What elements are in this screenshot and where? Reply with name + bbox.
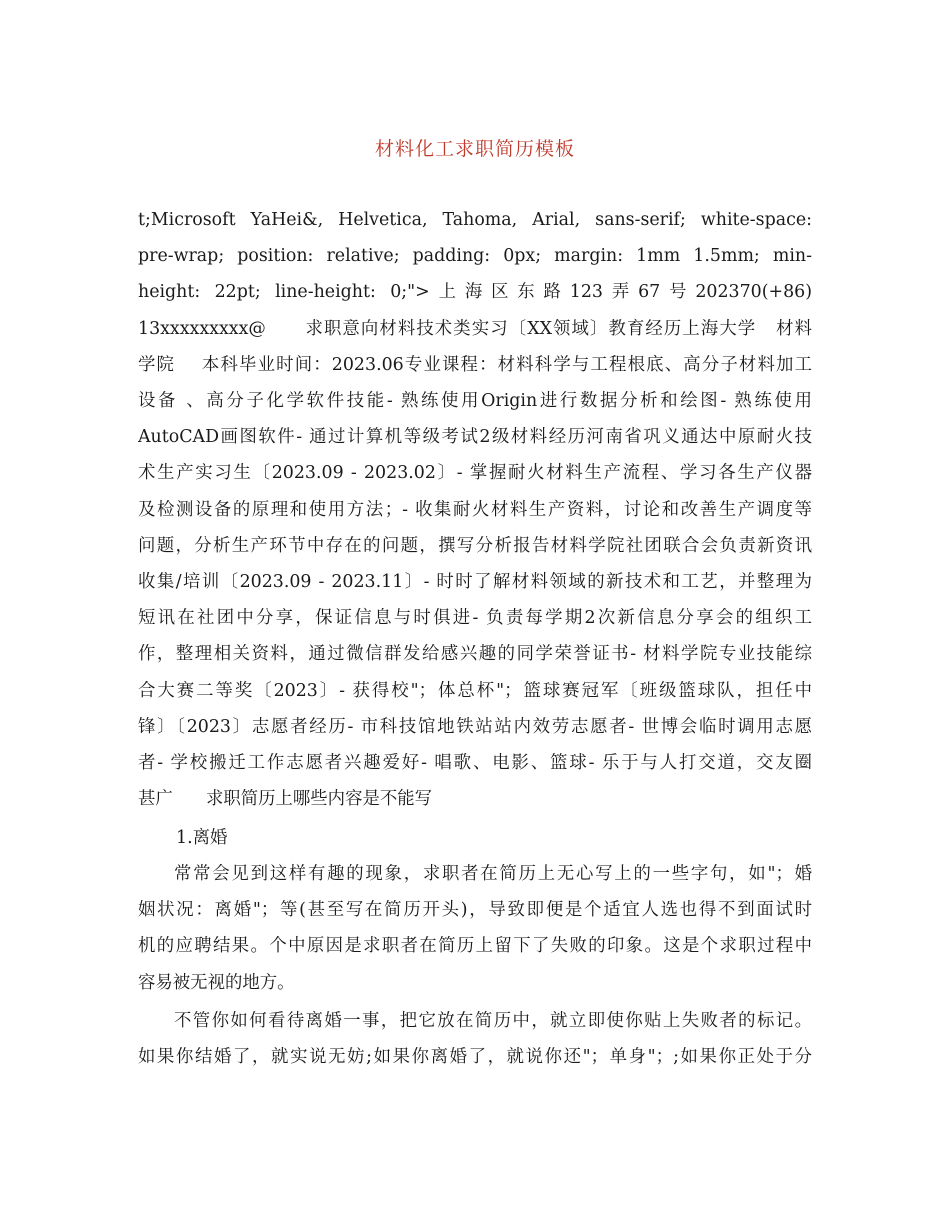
text-line: 收集/培训〔2023.09 - 2023.11〕- 时时了解材料领域的新技术和工艺，并整理为 (138, 572, 812, 593)
text-line: 容易被无视的地方。 (138, 972, 295, 993)
text-line: 锋〕〔2023〕志愿者经历- 市科技馆地铁站站内效劳志愿者- 世博会临时调用志愿 (138, 716, 812, 737)
text-line: 作，整理相关资料，通过微信群发给感兴趣的同学荣誉证书- 材料学院专业技能综 (138, 644, 812, 665)
text-line: t;Microsoft YaHei&, Helvetica, Tahoma, Arial, sans-serif; white-space: (138, 210, 812, 230)
resume-body-text (138, 202, 812, 817)
text-line: 学院 本科毕业时间：2023.06专业课程：材料科学与工程根底、高分子材料加工 (138, 354, 812, 375)
text-line: 如果你结婚了，就实说无妨;如果你离婚了，就说你还"；单身"；;如果你正处于分 (138, 1047, 812, 1068)
text-line: 机的应聘结果。个中原因是求职者在简历上留下了失败的印象。这是个求职过程中 (138, 936, 812, 957)
text-line: 及检测设备的原理和使用方法；- 收集耐火材料生产资料，讨论和改善生产调度等 (138, 499, 812, 520)
text-line: 甚广 求职简历上哪些内容是不能写 (138, 789, 433, 810)
text-line: 不管你如何看待离婚一事，把它放在简历中，就立即使你贴上失败者的标记。 (174, 1011, 812, 1031)
text-line: pre-wrap; position: relative; padding: 0px; margin: 1mm 1.5mm; min- (138, 246, 812, 267)
text-line: 常常会见到这样有趣的现象，求职者在简历上无心写上的一些字句，如"；婚 (174, 864, 812, 884)
text-line: 姻状况：离婚"；等(甚至写在简历开头)，导致即便是个适宜人选也得不到面试时 (138, 900, 812, 921)
text-line: 设备 、高分子化学软件技能- 熟练使用Origin进行数据分析和绘图- 熟练使用 (138, 391, 812, 412)
text-line: 13xxxxxxxxx@ 求职意向材料技术类实习〔XX领域〕教育经历上海大学 材料 (138, 318, 812, 339)
text-line: 者- 学校搬迁工作志愿者兴趣爱好- 唱歌、电影、篮球- 乐于与人打交道，交友圈 (138, 753, 812, 774)
paragraph-2 (138, 1003, 812, 1075)
text-line: 短讯在社团中分享，保证信息与时俱进- 负责每学期2次新信息分享会的组织工 (138, 608, 812, 629)
section-heading: 1.离婚 (176, 828, 228, 848)
text-line: 合大赛二等奖〔2023〕- 获得校"；体总杯"；篮球赛冠军〔班级篮球队，担任中 (138, 680, 812, 701)
paragraph-1 (138, 856, 812, 1001)
text-line: AutoCAD画图软件- 通过计算机等级考试2级材料经历河南省巩义通达中原耐火技 (138, 427, 812, 448)
text-line: height: 22pt; line-height: 0;">上海区东路123弄67号202370(+86) (138, 282, 812, 303)
text-line: 问题，分析生产环节中存在的问题，撰写分析报告材料学院社团联合会负责新资讯 (138, 535, 812, 556)
text-line: 术生产实习生〔2023.09 - 2023.02〕- 掌握耐火材料生产流程、学习各生产仪器 (138, 463, 812, 484)
document-title: 材料化工求职简历模板 (374, 138, 575, 160)
